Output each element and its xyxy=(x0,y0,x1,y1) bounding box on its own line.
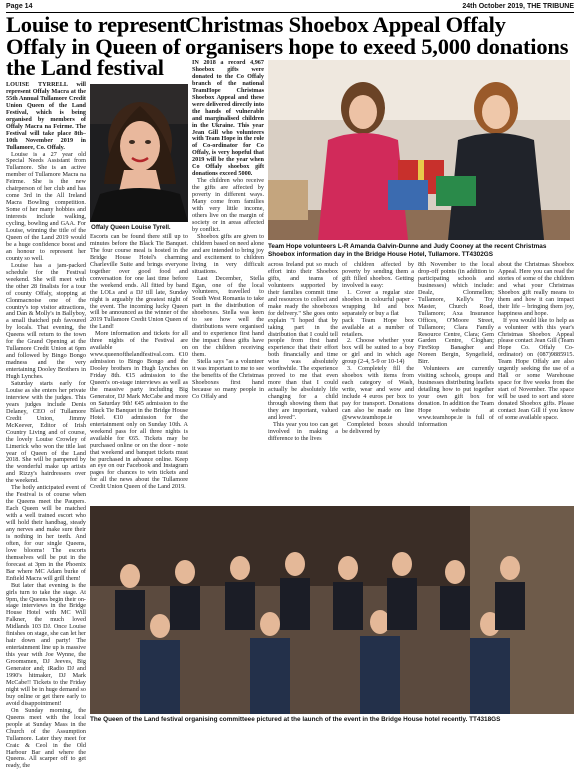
story2-paragraph: This year you too can get involved in making a difference to the lives xyxy=(268,420,338,442)
team-hope-photo-caption: Team Hope volunteers L-R Amanda Galvin-Dunne and Judy Cooney at the recent Christmas Shoebox information day in the Bridge House Hotel, Tullamore. TT4302GS xyxy=(268,243,547,258)
story2-headline-line1: Christmas Shoebox Appeal Offaly xyxy=(185,12,506,37)
story2-paragraph: about the Christmas Shoebox Appeal. Here you can read the stories of some of the children and what your Christmas Shoebox gift really means to them and how it can impact their life – bringing them joy, happiness and hope. xyxy=(498,261,574,317)
louise-photo xyxy=(90,84,188,222)
story1-paragraph: Louise has a jam-packed schedule for the Festival weekend. She will meet with the other 28 finalists for a tour of county Offaly, stopping at Clonmacnoise one of the country's top visitor attractions, and Dan & Molly's in Ballyboy, a small thatched pub favoured by locals. That evening, the Queens will return to the town for the Grand Opening at the Tullamore Credit Union at 6pm and followed by Bingo Bongo madness and the very entertaining Dooley Brothers in Hugh Lynches. xyxy=(6,261,86,381)
story1-lede: LOUISE TYRRELL will represent Offaly Macra at the 55th Annual Tullamore Credit Union Queen of the Land Festival, which is being organised by members of Offaly Macra na Feirme. The Festival will take place 8th–10th November 2019 in Tullamore, Co. Offaly. xyxy=(6,81,86,151)
committee-group-image xyxy=(90,506,574,714)
story1-headline-line1: Louise to represent xyxy=(6,12,187,37)
team-hope-photo xyxy=(268,60,570,240)
committee-photo-caption: The Queen of the Land festival organising committeee pictured at the launch of the event in the Bridge House hotel recently. TT4318GS xyxy=(90,716,501,723)
story1-paragraph: The hotly anticipated event of the Festival is of course when the Queens meet the Paupers. Each Queen will be matched with a well trained escort who will hold their handbag, steady any nerves and make sure their is nothing in her teeth. And often, for our single Queens, love blooms! The escorts themselves will be put in the forecast at 3pm in the Phoenix Bar where MC Adam burke of Enfield Macra will grill them! xyxy=(6,484,86,582)
story2-paragraph: If you would like to help as a volunteer with this year's Christmas Shoebox Appeal please contact Jean Gill (Team Hope Co. Offaly Co-ordinator) on (087)9885915. Team Hope Offaly are also urgently seeking the use of a Hall or some Warehouse space for five weeks from the start of November. The space will be used to sort and store donated Shoebox gifts. Please contact Jean Gill if you know of some available space. xyxy=(498,316,574,421)
story2-column-2 xyxy=(268,262,338,500)
story2-column-3 xyxy=(342,262,414,500)
story2-paragraph: 8th November to the local drop-off points (in addition to participating schools and businesses) which include: Dealz, Clonmellon; Tullamore, Kelly's Toy Master, Church Road, Tullamore; Axa Insurance Offices, O'Moore Street, Tullamore; Clara Family Resource Centre, Clara; Gem Garden Centre, Cloghan; FireStop Banagher and Noreen Bergin, Syngefield, Birr. xyxy=(418,261,494,366)
story2-paragraph: Completed boxes should be delivered by xyxy=(342,420,414,435)
story1-paragraph: But later that evening is the girls turn to take the stage. At 9pm, the Queens begin their on-stage interviews in the Bridge House Hotel with MC Will Falkner, the much loved Midlands 103 DJ. Once Louise finishes on stage, she can let her hair down and party! The entertainment line up is massive this year with Joe Wynne, the Groomsmen, DJ Jeeves, Big Generator and; iRadio DJ and 1990's hitmaker, DJ Mark McCabe!! Tickets to the Friday night will be in huge demand so buy online or get there early to avoid disappointment! xyxy=(6,581,86,707)
story2-paragraph: 1. Cover a regular size shoebox in colourful paper - wrapping lid and box separately or buy a flat xyxy=(342,288,414,317)
issue-date: 24th October 2019, THE TRIBUNE xyxy=(462,3,574,10)
story2-lede: IN 2018 a record 4,967 Shoebox gifts were donated to the Co Offaly branch of the national TeamHope Christmas Shoebox Appeal and these were delivered directly into the hands of vulnerable and marginalised children in the Ukraine. This year Jean Gill who volunteers with Team Hope in the role of Co-ordinator for Co Offaly, is very hopeful that 2019 will be the year when Co Offaly shoebox gift donations exceed 5000. xyxy=(192,59,264,178)
story2-paragraph: Volunteers are currently visiting schools, groups and businesses distributing leaflets detailing how to put together your own gift box for donation. In addition the Team Hope website at www.teamhope.ie is full of information xyxy=(418,365,494,428)
story1-paragraph: Louise is a 27 year old Special Needs Assistant from Tullamore. She is an active member of Tullamore Macra na Feirme. She is the new chairperson of her club and has come 3rd in the All Ireland Macra Bowling competition. Some of her many hobbies and interests include walking, cycling, bowling and GAA. For Louise, winning the title of the Queen of the Land 2019 would be a huge confidence boost and an honour to represent her county so well. xyxy=(6,150,86,262)
story1-paragraph: Escorts can be found there still up to minutes before the Black Tie Banquet. The four course meal is hosted in the Bridge House Hotel's charming Charleville Suite and brings everyone together over good food and conversation for one last time before the weekend ends. All fitted by band the LOLs and a DJ till late, Sunday night is arguably the greatest night of the event. The incoming lucky Queen will be announced as the winner of the 2019 Tullamore Credit Union Queen of the Land! xyxy=(90,233,188,331)
story2-headline-line2: organisers hope to exeed 5,000 donations xyxy=(185,33,569,59)
louise-portrait-image xyxy=(90,84,188,222)
story1-headline xyxy=(6,14,186,79)
story2-paragraph: Shoebox gifts are given to children based on need alone and are intended to bring joy and excitement to children living in very difficult situations. xyxy=(192,232,264,275)
story1-column-1 xyxy=(6,81,86,770)
story1-headline-line3: the Land festival xyxy=(6,55,164,80)
story2-column-5 xyxy=(498,262,574,500)
story2-paragraph: Last December, Stella Egan, one of the local volunteers, travelled to South West Romania to take part in the distribution of shoeboxes. Stella was keen to see how well the distributions were organised and to experience first hand the impact these gifts have on the children receiving them. xyxy=(192,274,264,359)
story2-paragraph: pack Team Hope box available at a number of retailers. xyxy=(342,316,414,338)
story1-column-2 xyxy=(90,234,188,498)
story2-paragraph: 3. Completely fill the shoebox with items from each category of Wash, write, wear and wow and include 4 euros per box to pay for transport. Donations can also be made on line @www.teamhope.ie xyxy=(342,365,414,421)
story1-headline-line2: Offaly in Queen of xyxy=(6,33,181,59)
story2-paragraph: The children who receive the gifts are affected by poverty in different ways. Many come from families with very little income, others live on the margin of society or in areas affected by conflict. xyxy=(192,177,264,233)
story2-paragraph: across Ireland put so much effort into their Shoebox gifts, and teams of volunteers supported by their families commit time and resources to collect and make ready the shoeboxes for delivery." She goes onto explain "I hoped that by taking part in the distribution that I could tell people from first hand experience that their effort both financially and time wise was absolutely worthwhile. The experience proved to me that even more than that I could actually be absolutely life changing for a child through showing them that they are important, valued and loved". xyxy=(268,261,338,421)
story2-paragraph: of children affected by poverty by sending them a gift filled shoebox. Getting involved is easy: xyxy=(342,261,414,289)
story2-headline xyxy=(185,14,568,57)
story2-paragraph: 2. Choose whether your box will be suited to a boy or girl and in which age group (2-4, 5-9 or 10-14) xyxy=(342,337,414,366)
story1-paragraph: Saturday starts early for Louise as she enters her private interview with the judges. This years judges include Denis Delaney, CEO of Tullamore Credit Union, Jimmy McKeever, Editor of Irish Country Living and of course, the lovely Louise Crowley of Limerick who won the title last year of Queen of the Land 2018. She will be pampered by the wonderful make up artists and Rizzy's hairdressers over the weekend. xyxy=(6,379,86,485)
story2-column-1 xyxy=(192,60,264,500)
committee-photo xyxy=(90,506,574,714)
story2-column-4 xyxy=(418,262,494,500)
page-number: Page 14 xyxy=(6,3,33,10)
story2-paragraph: Stella says "as a volunteer it was important to me to see the benefits of the Christmas Shoeboxes first hand because so many people in Co Offaly and xyxy=(192,357,264,400)
story1-paragraph: On Sunday morning, the Queens meet with the local people at Sunday Mass in the Church of the Assumption Tullamore. Later they meet for Craic & Ceol in the Old Harbour Bar and where the Queens. All scarper off to get ready, the xyxy=(6,706,86,770)
louise-photo-caption: Offaly Queen Louise Tyrell. xyxy=(91,224,171,231)
team-hope-volunteers-image xyxy=(268,60,570,240)
story1-paragraph: More information and tickets for all three nights of the Festival are available on www.queenofthelandfestival.com. €10 admission to Bingo Bongo and the Dooley brothers in Hugh Lynches on Friday 8th. €15 admission to the Queen's on-stage interviews as well as the massive party including Big Generator, DJ Mark McCabe and more on Saturday 9th! €45 admission to the Black Tie Banquet in the Bridge House Hotel. €10 admission for the entertainment only on Sunday 10th. A weekend pass for all three nights is available for €65. Tickets may be purchased online or on the door - note that weekend and banquet tickets must be purchased in advance online. Keep an eye on our Facebook and Instagram pages for chances to win tickets and for all the news about the Tullamore Credit Union Queen of the Land 2019. xyxy=(90,330,188,491)
